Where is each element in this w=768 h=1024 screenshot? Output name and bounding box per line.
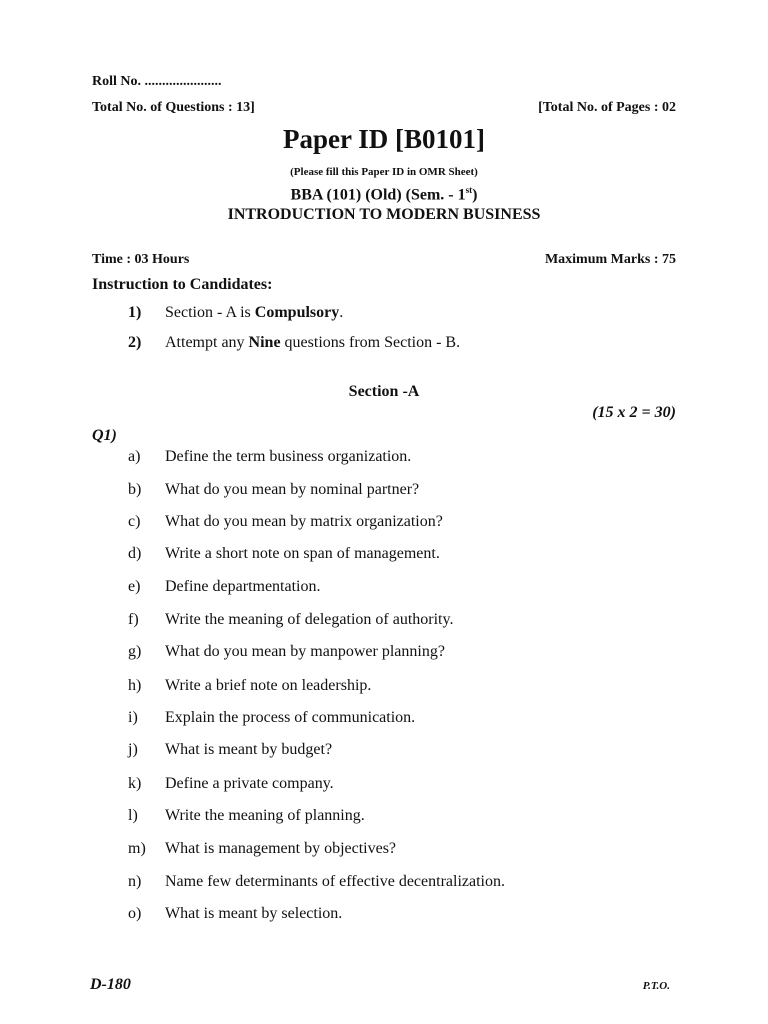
pto-label: P.T.O.: [642, 980, 670, 992]
question-letter: i): [128, 709, 138, 726]
question-text: Name few determinants of effective decentralization.: [165, 873, 505, 890]
instruction-text: .: [339, 304, 344, 321]
question-letter: k): [128, 775, 142, 792]
subject-title: INTRODUCTION TO MODERN BUSINESS: [227, 206, 541, 223]
question-text: Write the meaning of planning.: [165, 807, 365, 824]
roll-no: Roll No. ......................: [92, 74, 222, 89]
question-text: What do you mean by manpower planning?: [165, 643, 445, 660]
question-letter: l): [128, 807, 138, 824]
question-text: What do you mean by matrix organization?: [165, 513, 443, 530]
question-letter: o): [128, 905, 142, 922]
instruction-bold: Nine: [248, 334, 281, 351]
max-marks: Maximum Marks : 75: [544, 252, 676, 267]
question-letter: m): [128, 840, 146, 857]
question-text: What is meant by budget?: [165, 741, 333, 758]
question-text: What do you mean by nominal partner?: [165, 481, 420, 498]
instruction-text: Section - A is: [165, 304, 255, 321]
instruction-bold: Compulsory: [254, 304, 340, 321]
question-text: Write a brief note on leadership.: [165, 677, 372, 694]
total-pages: [Total No. of Pages : 02: [538, 100, 676, 115]
course-prefix: BBA (101) (Old) (Sem. - 1: [290, 186, 466, 204]
question-text: Write the meaning of delegation of authority.: [165, 611, 454, 628]
question-letter: h): [128, 677, 142, 694]
paper-code: D-180: [90, 976, 131, 993]
question-letter: b): [128, 481, 142, 498]
omr-note: (Please fill this Paper ID in OMR Sheet): [290, 166, 478, 178]
question-text: Explain the process of communication.: [165, 709, 416, 726]
paper-id: Paper ID [B0101]: [283, 124, 485, 154]
instruction-item: [165, 334, 460, 352]
time-allowed: Time : 03 Hours: [92, 252, 190, 267]
instruction-text: Attempt any: [165, 334, 249, 351]
question-letter: n): [128, 873, 142, 890]
question-text: Define the term business organization.: [165, 448, 412, 465]
question-label: Q1): [92, 427, 117, 444]
question-letter: a): [128, 448, 141, 465]
question-text: What is meant by selection.: [165, 905, 343, 922]
question-letter: j): [128, 741, 138, 758]
question-letter: e): [128, 578, 141, 595]
instruction-num: 2): [128, 334, 142, 351]
total-questions: Total No. of Questions : 13]: [92, 100, 255, 115]
section-title: Section -A: [348, 383, 420, 400]
instruction-item: [165, 304, 343, 322]
course-suffix: ): [472, 186, 478, 204]
question-letter: f): [128, 611, 139, 628]
instruction-num: 1): [128, 304, 142, 321]
question-text: What is management by objectives?: [165, 840, 397, 857]
question-text: Define departmentation.: [165, 578, 321, 595]
question-letter: c): [128, 513, 141, 530]
course-title: [0, 185, 768, 204]
instructions-heading: Instruction to Candidates:: [92, 276, 273, 293]
question-letter: d): [128, 545, 142, 562]
question-text: Write a short note on span of management.: [165, 545, 440, 562]
course-sup: st: [465, 185, 473, 195]
instruction-text: questions from Section - B.: [280, 334, 461, 351]
section-marks: (15 x 2 = 30): [592, 404, 676, 421]
question-text: Define a private company.: [165, 775, 334, 792]
question-letter: g): [128, 643, 142, 660]
